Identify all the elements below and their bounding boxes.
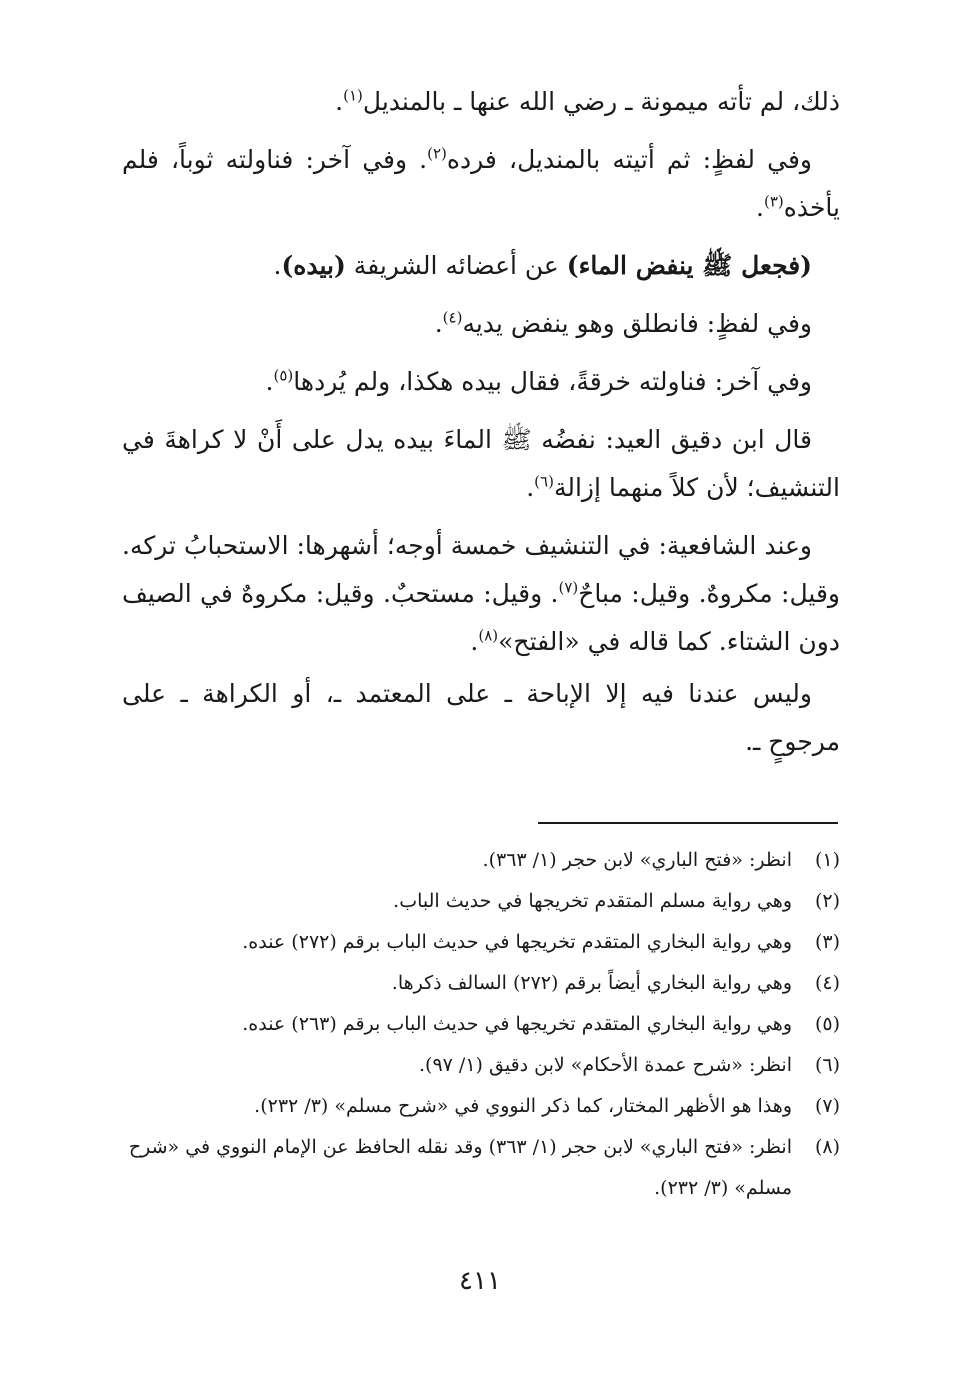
footnotes	[122, 840, 840, 1209]
page-number: ٤١١	[459, 1266, 501, 1296]
footnote-number: (٣)	[814, 931, 840, 953]
paragraph-tail: .	[265, 367, 274, 396]
footnote-ref[interactable]: (٦)	[534, 472, 554, 491]
paragraph-tail: . وقيل: مستحبٌ. وقيل: مكروهٌ في الصيف دون الشتاء. كما قاله في «الفتح»	[122, 579, 840, 656]
footnote-number: (٥)	[814, 1013, 840, 1035]
paragraph-2	[122, 136, 840, 232]
paragraph-text: وعند الشافعية: في التنشيف خمسة أوجه؛ أشهرها: الاستحبابُ تركه. وقيل: مكروهٌ. وقيل: مباحٌ	[122, 531, 840, 608]
paragraph-tail: .	[470, 627, 479, 656]
paragraph-tail: .	[526, 473, 535, 502]
paragraph-text: وفي آخر: فناولته خرقةً، فقال بيده هكذا، ولم يُردها	[293, 367, 812, 396]
footnote-ref[interactable]: (٢)	[427, 144, 447, 163]
paragraph-text: عن أعضائه الشريفة	[345, 251, 567, 280]
footnote-number: (١)	[814, 849, 840, 871]
footnote-6	[122, 1045, 840, 1086]
footnote-number: (٨)	[814, 1136, 840, 1158]
paragraph-tail: .	[434, 309, 443, 338]
footnote-text: وهي رواية مسلم المتقدم تخريجها في حديث الباب.	[393, 890, 792, 912]
paragraph-8	[122, 670, 840, 766]
footnote-4	[122, 963, 840, 1004]
footnote-number: (٤)	[814, 972, 840, 994]
paragraph-5	[122, 358, 840, 406]
footnote-number: (٦)	[814, 1054, 840, 1076]
footnote-7	[122, 1086, 840, 1127]
footnote-ref[interactable]: (٨)	[478, 626, 499, 645]
paragraph-tail: .	[335, 87, 344, 116]
footnote-text: وهذا هو الأظهر المختار، كما ذكر النووي في «شرح مسلم» (٣/ ٢٣٢).	[254, 1095, 792, 1117]
footnote-text: انظر: «شرح عمدة الأحكام» لابن دقيق (١/ ٩٧).	[418, 1054, 792, 1076]
paragraph-text: وفي لفظٍ: ثم أتيته بالمنديل، فرده	[446, 145, 812, 174]
footnote-text: وهي رواية البخاري المتقدم تخريجها في حديث الباب برقم (٢٧٢) عنده.	[242, 931, 792, 953]
footnote-ref[interactable]: (٥)	[273, 366, 294, 385]
paragraph-text: ذلك، لم تأته ميمونة ـ رضي الله عنها ـ بالمنديل	[362, 87, 840, 116]
paragraph-tail: . وفي آخر: فناولته ثوباً، فلم يأخذه	[122, 145, 840, 222]
footnote-3	[122, 922, 840, 963]
paragraph-tail: .	[756, 193, 764, 222]
footnote-ref[interactable]: (١)	[343, 86, 363, 105]
footnote-ref[interactable]: (٣)	[763, 192, 784, 211]
footnote-ref[interactable]: (٤)	[442, 308, 463, 327]
footnote-ref[interactable]: (٧)	[558, 578, 579, 597]
footnote-text: وهي رواية البخاري المتقدم تخريجها في حديث الباب برقم (٢٦٣) عنده.	[242, 1013, 792, 1035]
footnote-5	[122, 1004, 840, 1045]
paragraph-text: وليس عندنا فيه إلا الإباحة ـ على المعتمد ـ، أو الكراهة ـ على مرجوحٍ ـ.	[122, 679, 840, 756]
footnote-number: (٧)	[814, 1095, 840, 1117]
paragraph-1	[122, 78, 840, 126]
footnote-2	[122, 881, 840, 922]
quoted-matn: (فجعل ﷺ ينفض الماء)	[566, 251, 812, 280]
footnote-text: انظر: «فتح الباري» لابن حجر (١/ ٣٦٣) وقد نقله الحافظ عن الإمام النووي في «شرح مسلم» (٣/ ٢٣٢).	[128, 1136, 792, 1199]
main-text	[122, 78, 840, 776]
paragraph-7	[122, 522, 840, 666]
footnote-separator	[538, 822, 838, 824]
quoted-matn: (بيده)	[281, 251, 346, 280]
footnote-number: (٢)	[814, 890, 840, 912]
paragraph-text: وفي لفظٍ: فانطلق وهو ينفض يديه	[462, 309, 812, 338]
paragraph-6	[122, 416, 840, 512]
paragraph-tail: .	[273, 251, 282, 280]
paragraph-4	[122, 300, 840, 348]
footnote-1	[122, 840, 840, 881]
footnote-text: وهي رواية البخاري أيضاً برقم (٢٧٢) السالف ذكرها.	[391, 972, 792, 994]
footnote-text: انظر: «فتح الباري» لابن حجر (١/ ٣٦٣).	[482, 849, 792, 871]
footnote-8	[122, 1127, 840, 1209]
paragraph-3	[122, 242, 840, 290]
paragraph-text: قال ابن دقيق العيد: نفضُه ﷺ الماءَ بيده يدل على أَنْ لا كراهةَ في التنشيف؛ لأن كلاً منهما إزالة	[122, 425, 840, 502]
